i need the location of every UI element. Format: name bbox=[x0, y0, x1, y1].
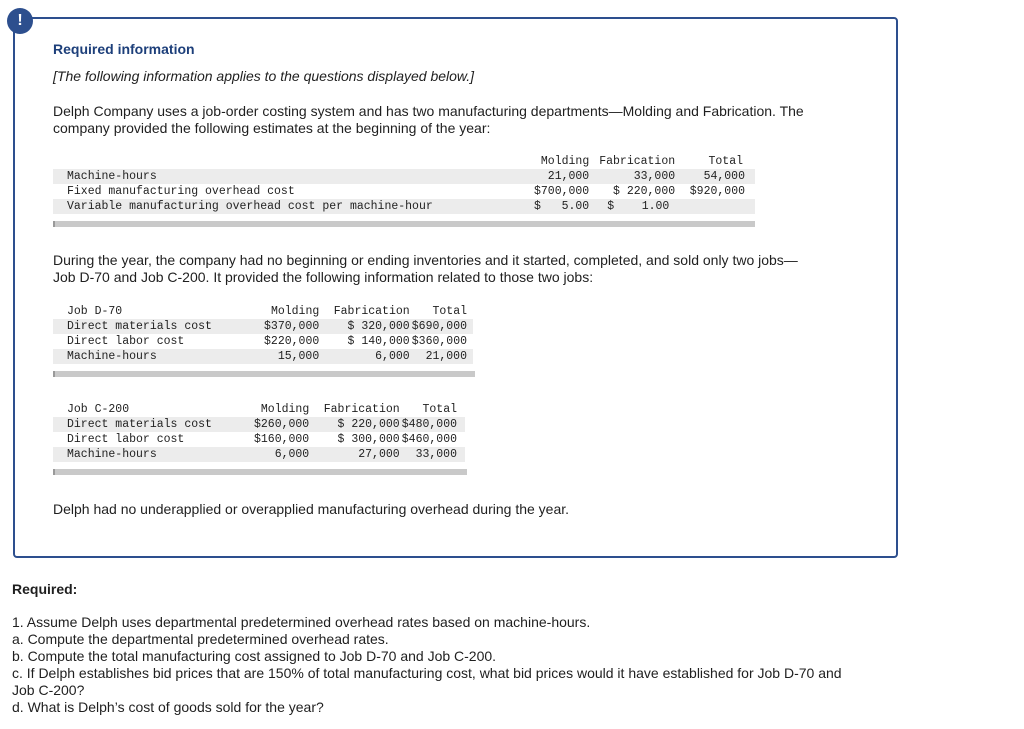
required-heading: Required: bbox=[12, 581, 78, 597]
job-c200-header-row: Job C-200 Molding Fabrication Total bbox=[67, 403, 457, 416]
question-item: d. What is Delph’s cost of goods sold for the year? bbox=[12, 699, 324, 715]
table-row: Direct labor cost $160,000 $ 300,000 $460,000 bbox=[67, 433, 457, 446]
table-divider bbox=[53, 221, 755, 227]
table-row: Machine-hours 21,000 33,000 54,000 bbox=[53, 169, 755, 184]
question-item: 1. Assume Delph uses departmental predetermined overhead rates based on machine-hours. bbox=[12, 614, 591, 630]
question-item: a. Compute the departmental predetermined overhead rates. bbox=[12, 631, 389, 647]
table-row: Fixed manufacturing overhead cost $700,000 $ 220,000 $920,000 bbox=[67, 185, 745, 198]
table-row: Machine-hours 15,000 6,000 21,000 bbox=[53, 349, 473, 364]
table-divider bbox=[53, 371, 475, 377]
question-list bbox=[12, 614, 842, 716]
required-information-panel bbox=[13, 17, 898, 558]
jobs-paragraph: During the year, the company had no beginning or ending inventories and it started, completed, and sold only two jobs— Job D-70 and Job C-200. It provided the following information related to those two jobs: bbox=[53, 252, 798, 285]
question-item: c. If Delph establishes bid prices that are 150% of total manufacturing cost, what bid prices would it have established for Job D-70 and bbox=[12, 665, 842, 681]
alert-icon: ! bbox=[7, 8, 33, 34]
required-information-subtitle: [The following information applies to the questions displayed below.] bbox=[53, 68, 475, 84]
intro-paragraph: Delph Company uses a job-order costing system and has two manufacturing departments—Molding and Fabrication. The company provided the following estimates at the beginning of the year: bbox=[53, 103, 804, 136]
question-item: b. Compute the total manufacturing cost assigned to Job D-70 and Job C-200. bbox=[12, 648, 497, 664]
estimates-table bbox=[53, 154, 755, 214]
table-row: Variable manufacturing overhead cost per machine-hour $ 5.00 $ 1.00 bbox=[53, 199, 755, 214]
job-d70-header-row: Job D-70 Molding Fabrication Total bbox=[67, 305, 467, 318]
table-row: Machine-hours 6,000 27,000 33,000 bbox=[53, 447, 465, 462]
estimates-header-row: Molding Fabrication Total bbox=[540, 155, 743, 168]
table-row: Direct labor cost $220,000 $ 140,000 $360,000 bbox=[67, 335, 467, 348]
job-c200-table bbox=[53, 402, 465, 462]
required-information-title: Required information bbox=[53, 41, 195, 57]
question-item: Job C-200? bbox=[12, 682, 85, 698]
table-row: Direct materials cost $260,000 $ 220,000 $480,000 bbox=[53, 417, 465, 432]
overhead-note: Delph had no underapplied or overapplied manufacturing overhead during the year. bbox=[53, 501, 570, 517]
table-divider bbox=[53, 469, 467, 475]
job-d70-table bbox=[53, 304, 473, 364]
table-row: Direct materials cost $370,000 $ 320,000 $690,000 bbox=[53, 319, 473, 334]
